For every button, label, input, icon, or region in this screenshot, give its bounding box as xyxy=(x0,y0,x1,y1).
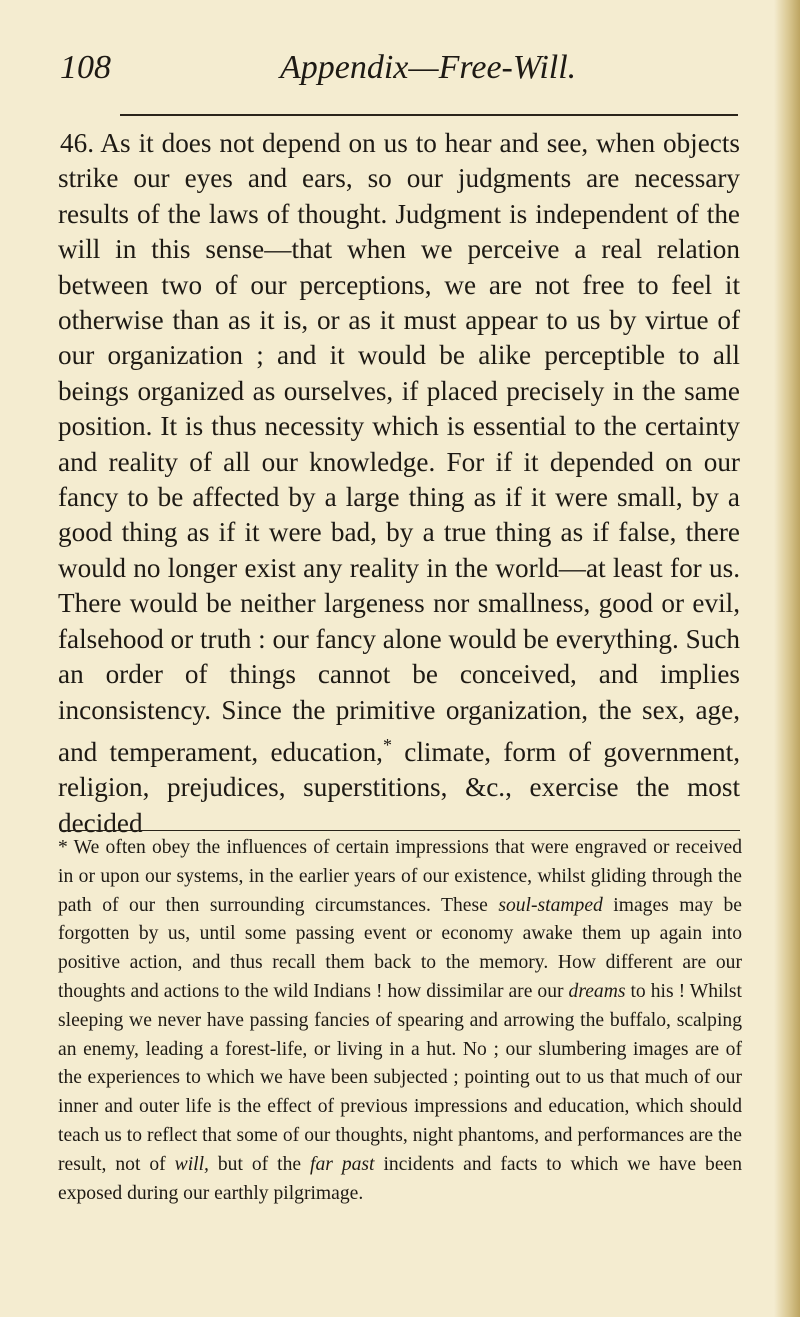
footnote-reference-marker: * xyxy=(382,734,392,755)
footnote-italic-will: will, xyxy=(174,1153,209,1175)
page-number: 108 xyxy=(60,49,111,86)
footnote-text-3: to his ! Whilst sleeping we never have passing fancies of spearing and arrowing the buffalo, scalping an enemy, leading a forest-life, or living in a hut. No ; our slumbering images are of the experiences to which we have been subjected ; pointing out to us that much of our inner and outer life is the effect of previous impressions and education, which should teach us to reflect that some of our thoughts, night phantoms, and performances are the result, not of xyxy=(58,980,742,1175)
body-text-part-2: climate, form of government, religion, prejudices, superstitions, &c., exercise the most decided xyxy=(58,736,740,838)
footnote xyxy=(58,834,742,1208)
body-paragraph xyxy=(58,126,740,841)
paragraph-number: 46. xyxy=(60,128,94,158)
page-edge-shading xyxy=(774,0,800,1317)
footnote-marker: * xyxy=(58,837,68,858)
footnote-text-1: We often obey the influences of certain impressions that were engraved or received in or upon our systems, in the earlier years of our existence, whilst gliding through the path of our then surrounding circumstances. These xyxy=(58,837,742,916)
running-head xyxy=(60,40,740,96)
running-title: Appendix—Free-Will. xyxy=(280,49,577,86)
footnote-text-4: but of the xyxy=(208,1153,311,1175)
footnote-text-2: images may be forgotten by us, until some passing event or economy awake them up again into positive action, and thus recall them back to the memory. How different are our thoughts and actions to the wild Indians ! how dissimilar are our xyxy=(58,894,742,1002)
body-text-part-1: As it does not depend on us to hear and see, when objects strike our eyes and ears, so our judgments are necessary results of the laws of thought. Judgment is independent of the will in this sense—that when we perceive a real relation between two of our perceptions, we are not free to feel it otherwise than as it is, or as it must appear to us by virtue of our organization ; and it would be alike perceptible to all beings organized as ourselves, if placed precisely in the same position. It is thus necessity which is essential to the certainty and reality of all our knowledge. For if it depended on our fancy to be affected by a large thing as if it were small, by a good thing as if it were bad, by a true thing as if false, there would no longer exist any reality in the world—at least for us. There would be neither largeness nor smallness, good or evil, falsehood or truth : our fancy alone would be everything. Such an order of things cannot be conceived, and implies inconsistency. Since the primitive organization, the sex, age, and temperament, education, xyxy=(58,128,740,767)
footnote-italic-far-past: far past xyxy=(310,1153,375,1175)
footnote-text-5: incidents and facts to which we have been exposed during our earthly pilgrimage. xyxy=(58,1153,743,1204)
footnote-rule xyxy=(60,830,740,831)
header-rule xyxy=(120,114,738,116)
footnote-italic-dreams: dreams xyxy=(568,980,626,1002)
footnote-italic-soul-stamped: soul-stamped xyxy=(498,894,603,916)
